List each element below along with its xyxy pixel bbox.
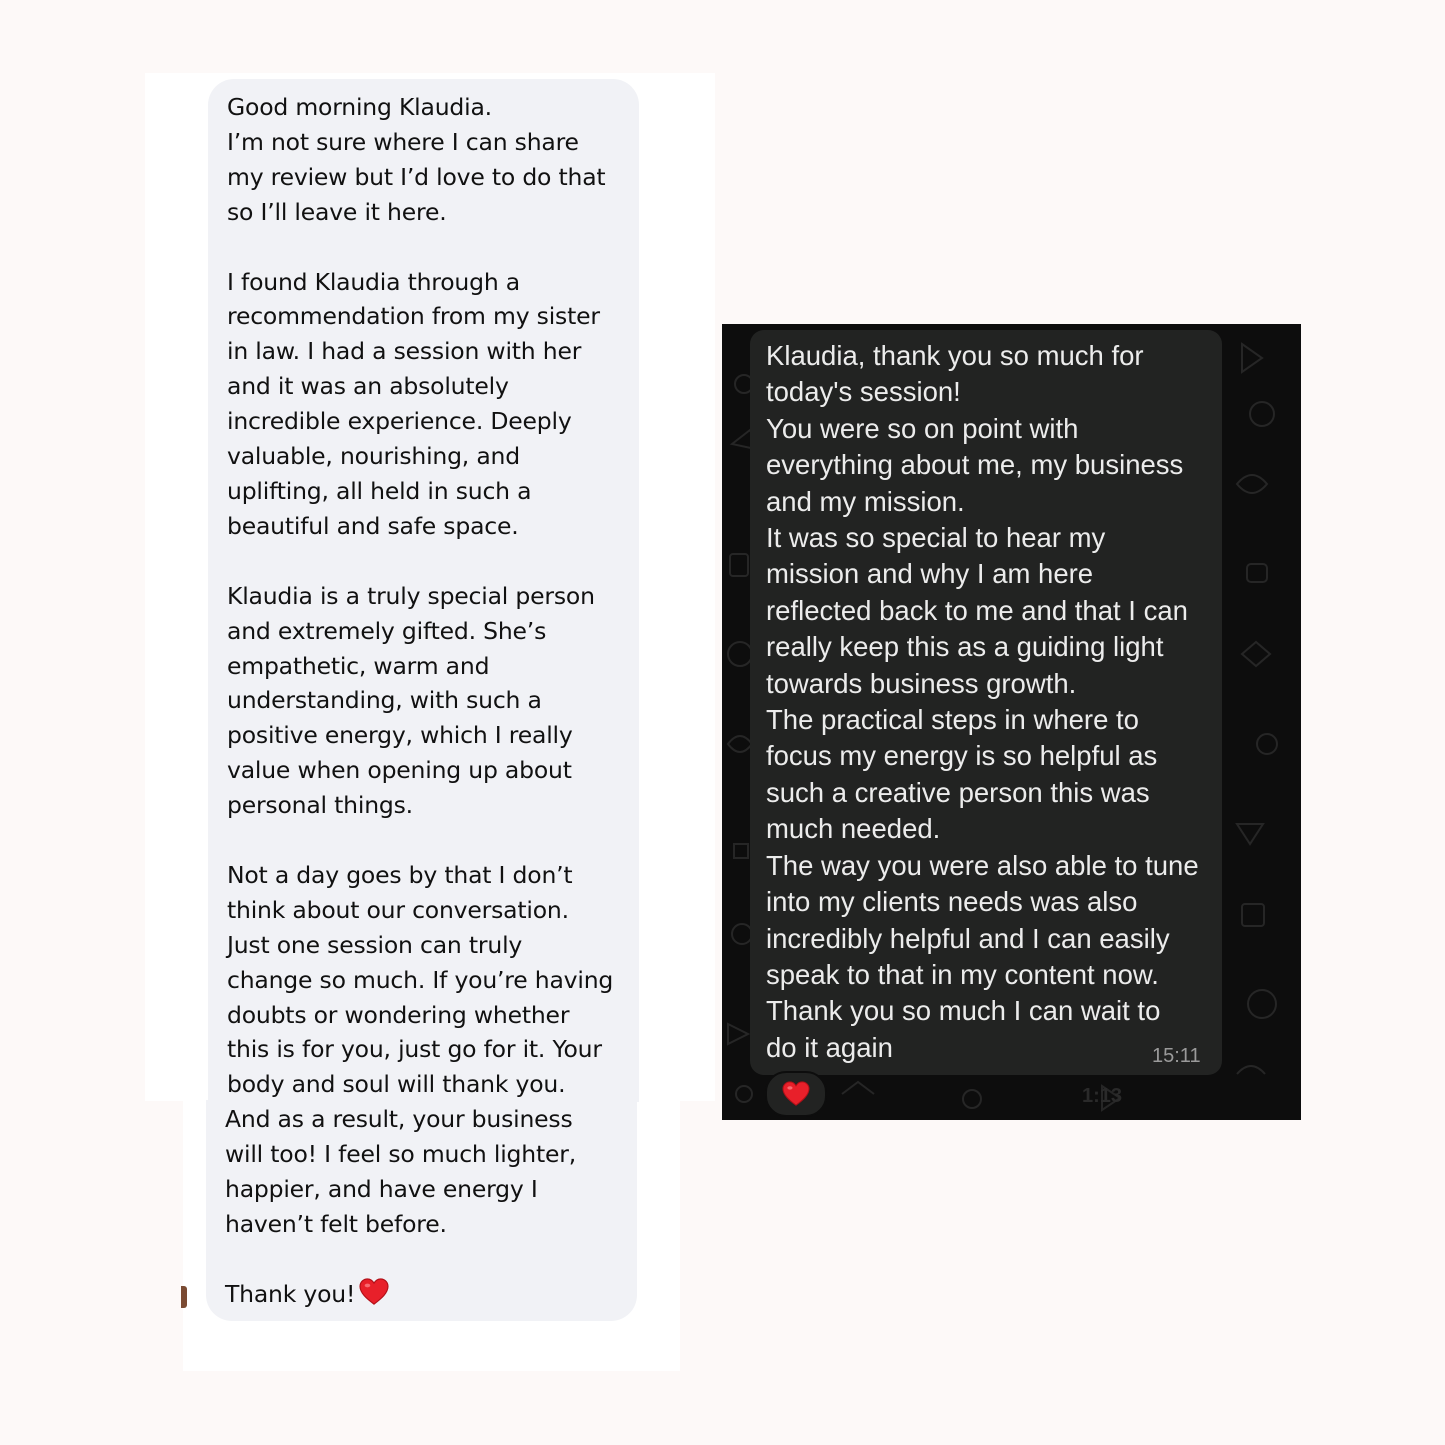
wallpaper-watermark: 1:13 (1082, 1085, 1123, 1107)
review-message-text-continued (225, 1102, 576, 1311)
heart-reaction-badge[interactable] (765, 1071, 827, 1117)
review-message-text: Good morning Klaudia. I’m not sure where I can share my review but I’d love to do that so I’ll leave it here. I found Klaudia through a recommendation from my sister in law. I had a session with her and it was an absolutely incredible experience. Deeply valuable, nourishing, and uplifting, all held in such a beautiful and safe space. Klaudia is a truly special person and extremely gifted. She’s empathetic, warm and understanding, with such a positive energy, which I really value when opening up about personal things. Not a day goes by that I don’t think about our conversation. Just one session can truly change so much. If you’re having doubts or wondering whether this is for you, just go for it. Your body and soul will thank you. (227, 93, 614, 1099)
thank-you-message-text: Klaudia, thank you so much for today's session! You were so on point with everything about me, my business and my mission. It was so special to hear my mission and why I am here reflected back to me and that I can really keep this as a guiding light towards business growth. The practical steps in where to focus my energy is so helpful as such a creative person this was much needed. The way you were also able to tune into my clients needs was also incredibly helpful and I can easily speak to that in my content now. Thank you so much I can wait to do it again (766, 340, 1199, 1063)
heart-icon (782, 1081, 810, 1107)
message-timestamp: 15:11 (1152, 1045, 1201, 1067)
sender-avatar[interactable] (181, 1286, 187, 1308)
heart-icon (359, 1278, 389, 1306)
review-message-closing: And as a result, your business will too! I feel so much lighter, happier, and have energy I haven’t felt before. Thank you! (225, 1105, 576, 1308)
